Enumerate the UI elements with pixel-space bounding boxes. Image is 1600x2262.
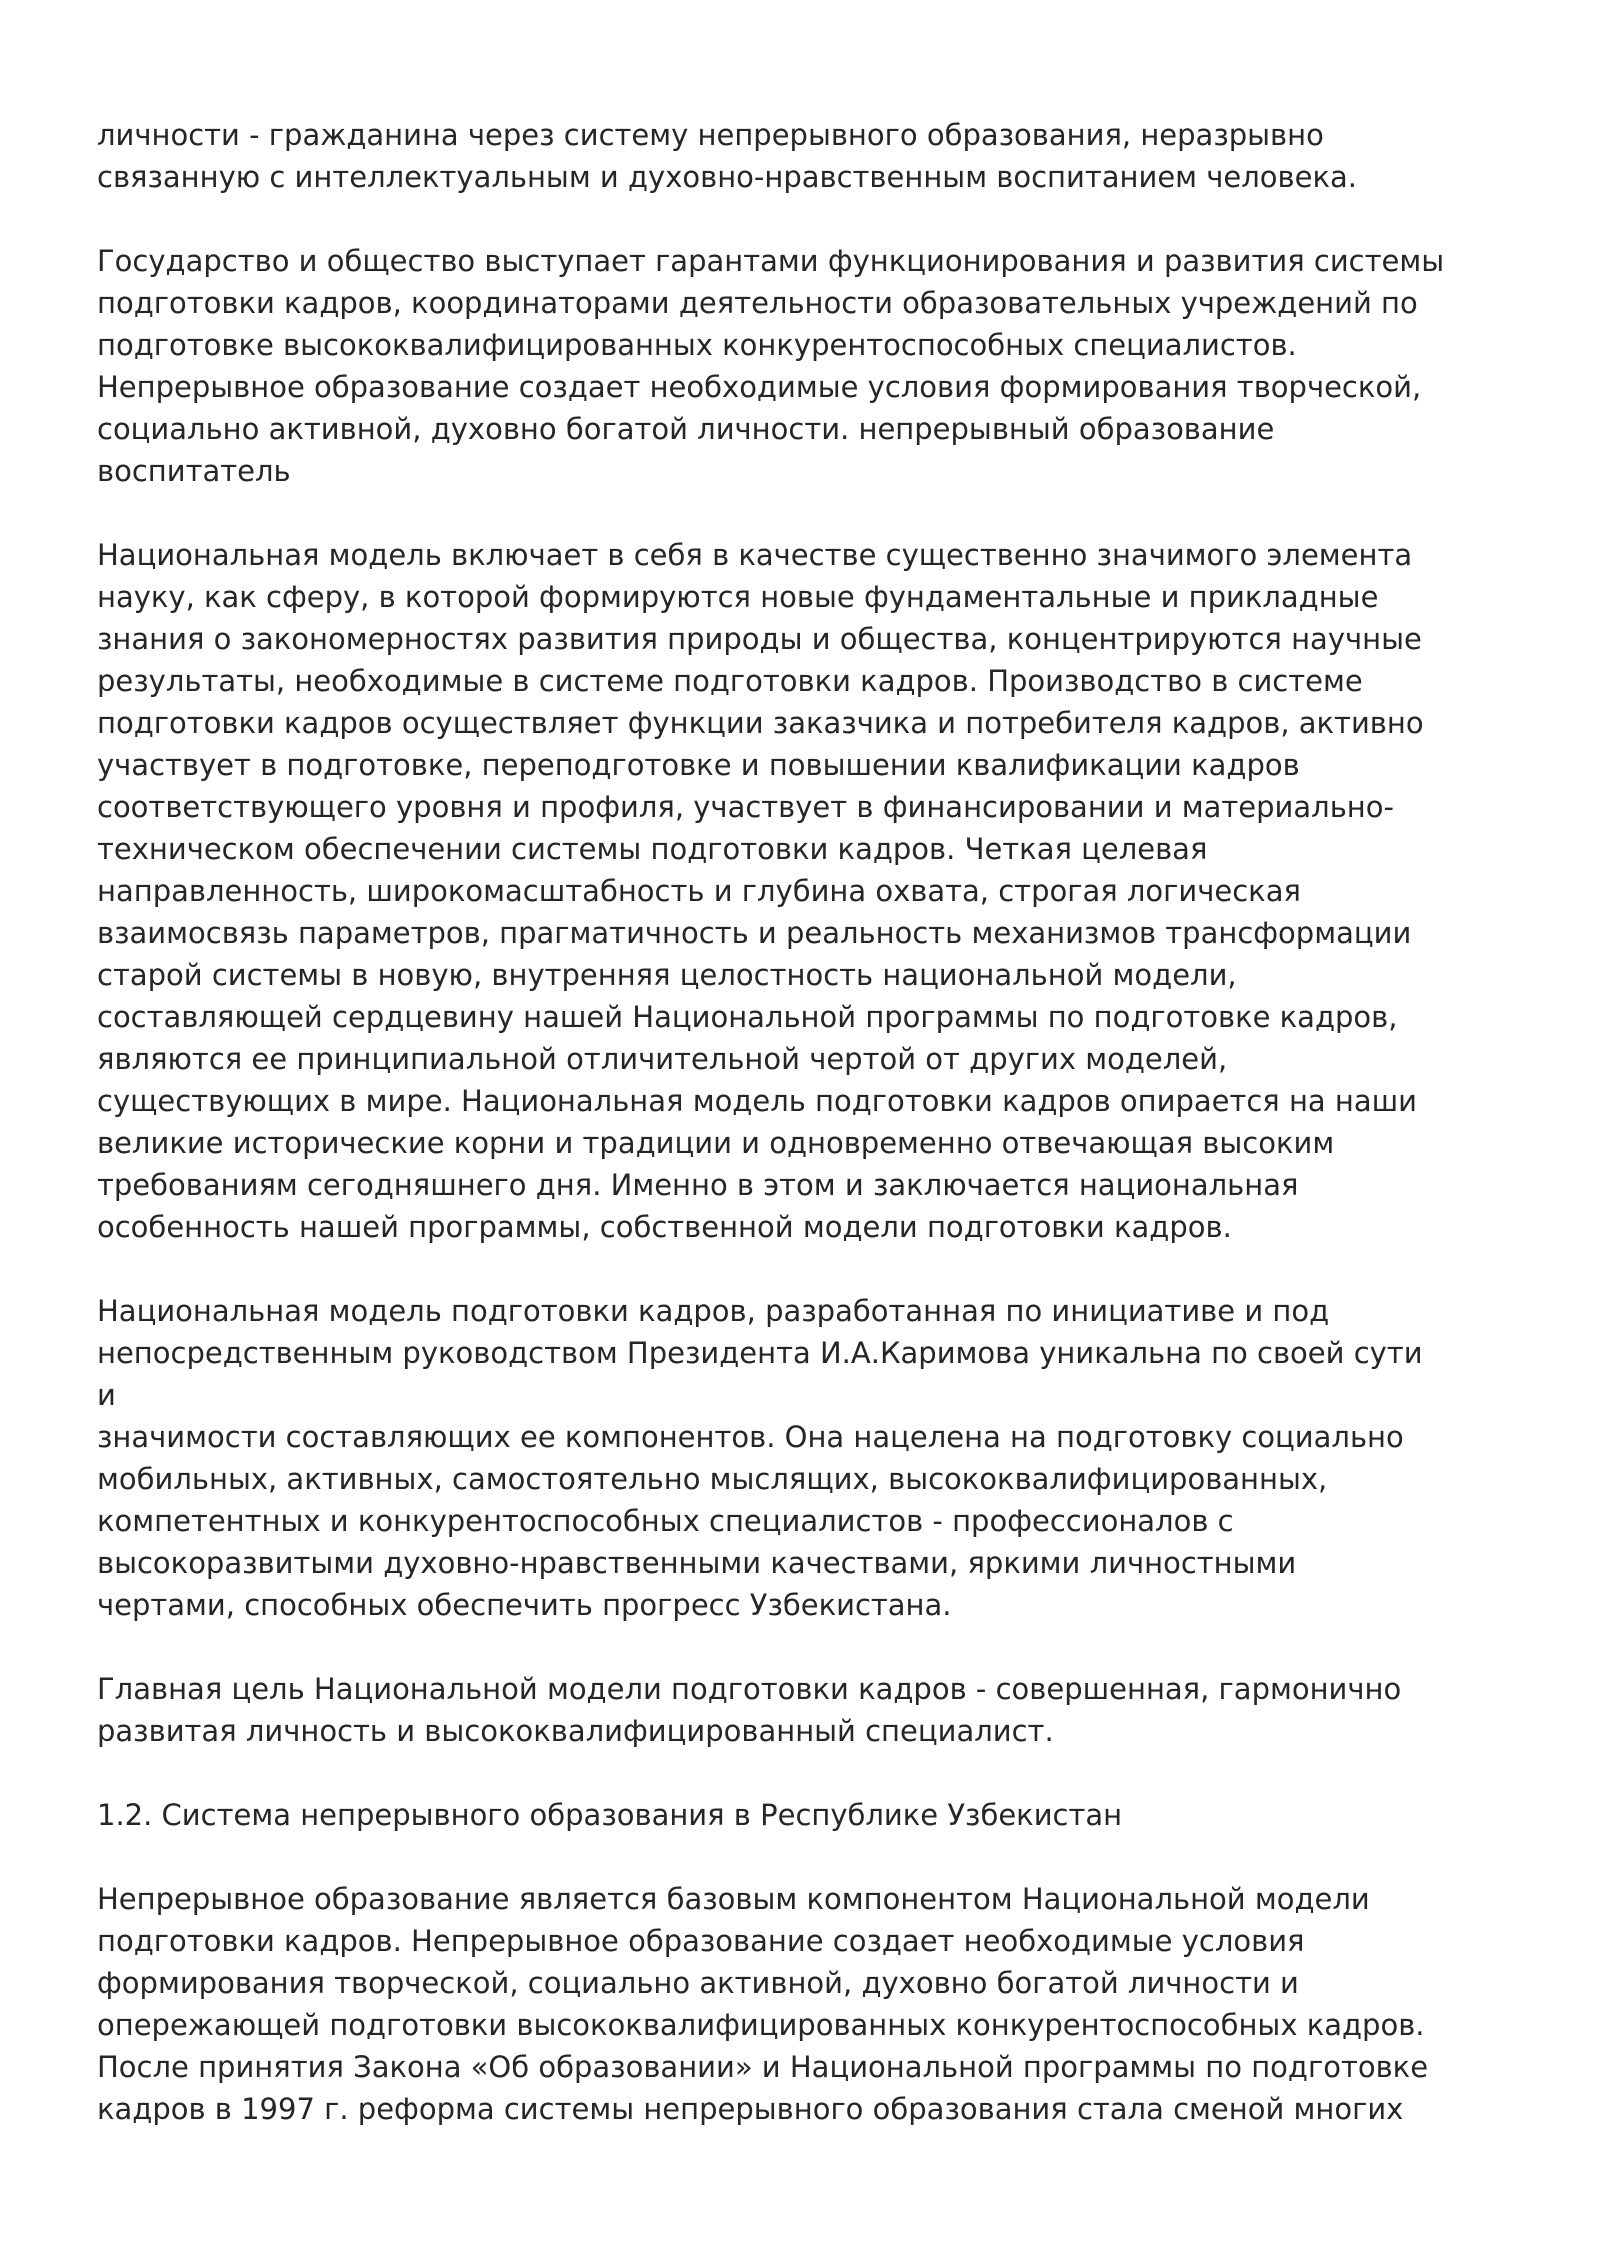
paragraph-1: личности - гражданина через систему непрерывного образования, неразрывно связанную с интеллектуальным и духовно-нравственным воспитанием человека.: [97, 118, 1357, 194]
paragraph-3: Национальная модель включает в себя в качестве существенно значимого элемента науку, как сферу, в которой формируются новые фундаментальные и прикладные знания о закономерностях развития природы и общества, концентрируются научные результаты, необходимые в системе подготовки кадров. Производство в системе подготовки кадров осуществляет функции заказчика и потребителя кадров, активно участвует в подготовке, переподготовке и повышении квалификации кадров соответствующего уровня и профиля, участвует в финансировании и материально- техническом обеспечении системы подготовки кадров. Четкая целевая направленность, широкомасштабность и глубина охвата, строгая логическая взаимосвязь параметров, прагматичность и реальность механизмов трансформации старой системы в новую, внутренняя целостность национальной модели, составляющей сердцевину нашей Национальной программы по подготовке кадров, являются ее принципиальной отличительной чертой от других моделей, существующих в мире. Национальная модель подготовки кадров опирается на наши великие исторические корни и традиции и одновременно отвечающая высоким требованиям сегодняшнего дня. Именно в этом и заключается национальная особенность нашей программы, собственной модели подготовки кадров.: [97, 538, 1424, 1244]
paragraph-2: Государство и общество выступает гарантами функционирования и развития системы подготовки кадров, координаторами деятельности образовательных учреждений по подготовке высококвалифицированных конкурентоспособных специалистов. Непрерывное образование создает необходимые условия формирования творческой, социально активной, духовно богатой личности. непрерывный образование воспитатель: [97, 244, 1445, 488]
paragraph-4: Национальная модель подготовки кадров, разработанная по инициативе и под непосредственным руководством Президента И.А.Каримова уникальна по своей сути и значимости составляющих ее компонентов. Она нацелена на подготовку социально мобильных, активных, самостоятельно мыслящих, высококвалифицированных, компетентных и конкурентоспособных специалистов - профессионалов с высокоразвитыми духовно-нравственными качествами, яркими личностными чертами, способных обеспечить прогресс Узбекистана.: [97, 1294, 1423, 1622]
paragraph-6: Непрерывное образование является базовым компонентом Национальной модели подготовки кадров. Непрерывное образование создает необходимые условия формирования творческой, социально активной, духовно богатой личности и опережающей подготовки высококвалифицированных конкурентоспособных кадров. После принятия Закона «Об образовании» и Национальной программы по подготовке кадров в 1997 г. реформа системы непрерывного образования стала сменой многих: [97, 1882, 1429, 2126]
paragraph-5: Главная цель Национальной модели подготовки кадров - совершенная, гармонично развитая личность и высококвалифицированный специалист.: [97, 1672, 1402, 1748]
section-heading: 1.2. Система непрерывного образования в Республике Узбекистан: [97, 1798, 1123, 1832]
